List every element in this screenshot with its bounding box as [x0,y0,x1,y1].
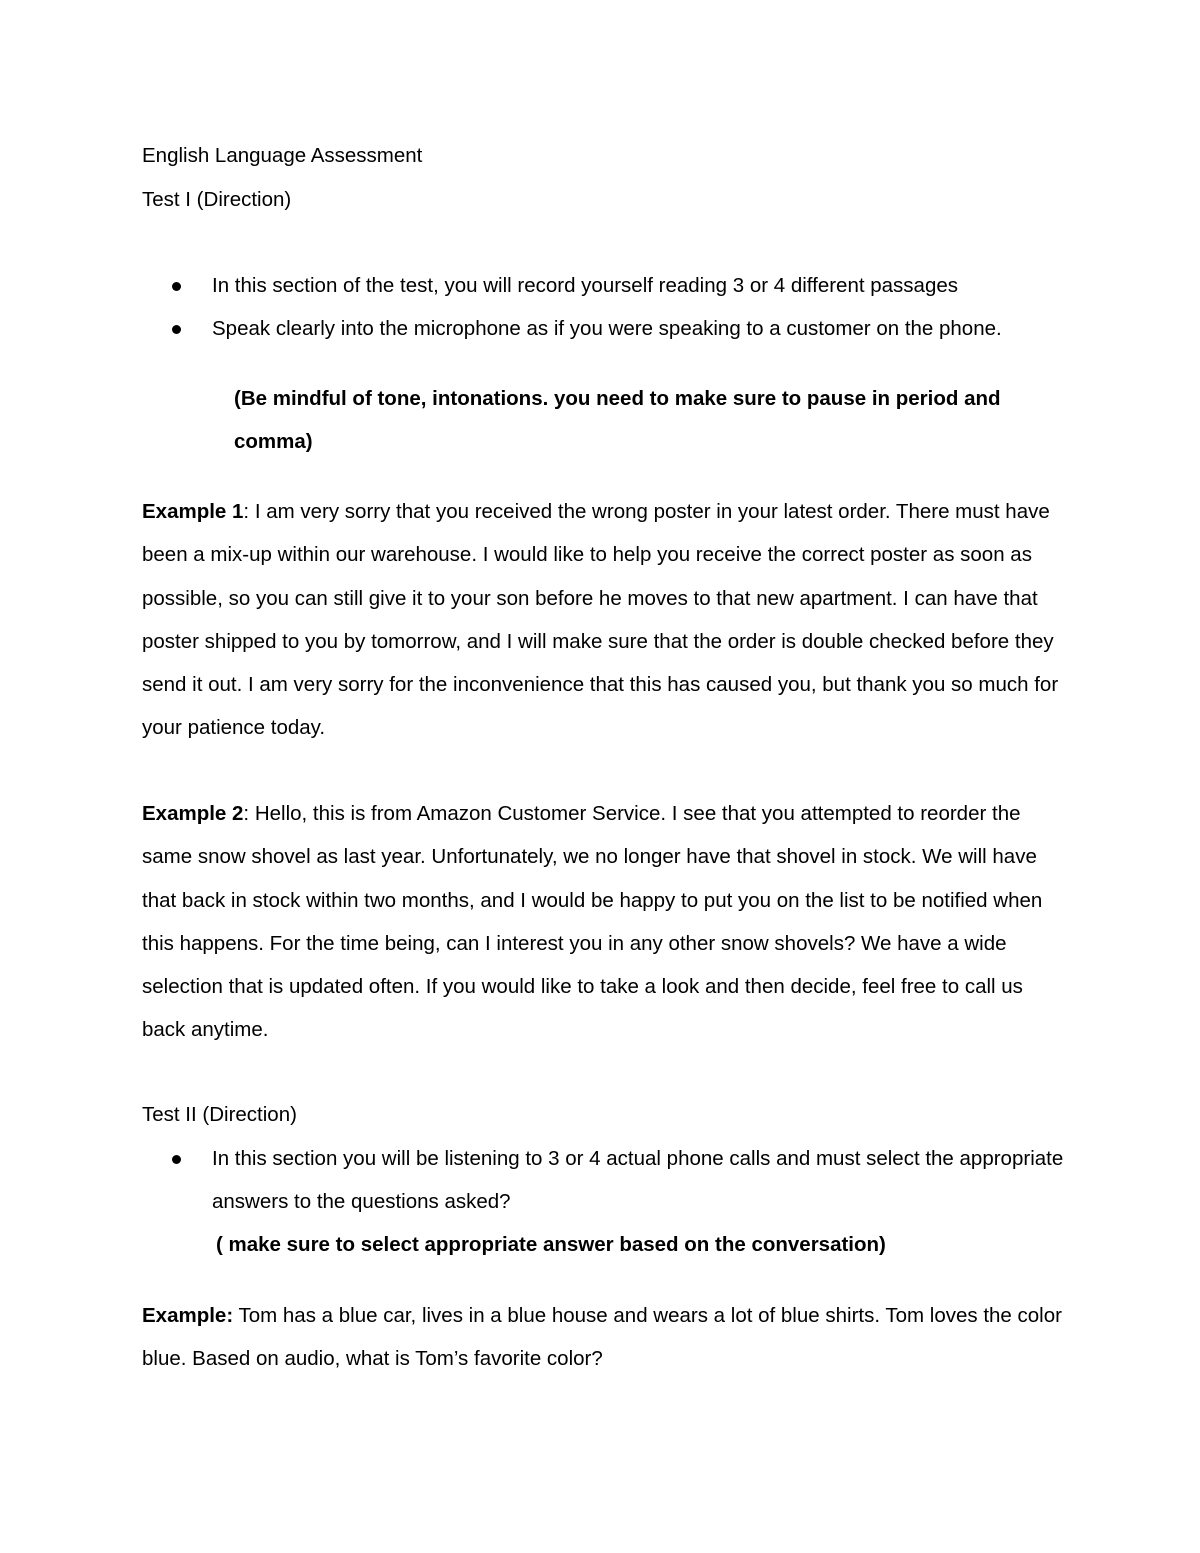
example-2-text: : Hello, this is from Amazon Customer Service. I see that you attempted to reorder the same snow shovel as last year. Unfortunately, we no longer have that shovel in stock. We will have that back in stock within two months, and I would be happy to put you on the list to be notified when this happens. For the time being, can I interest you in any other snow shovels? We have a wide selection that is updated often. If you would like to take a look and then decide, feel free to call us back anytime. [142,802,1043,1042]
test1-note: (Be mindful of tone, intonations. you need to make sure to pause in period and comma) [234,387,1001,454]
test2-example-label: Example: [142,1304,234,1327]
example-1-text: : I am very sorry that you received the wrong poster in your latest order. There must have been a mix-up within our warehouse. I would like to help you receive the correct poster as soon as possible, so you can still give it to your son before he moves to that new apartment. I can have that poster shipped to you by tomorrow, and I will make sure that the order is double checked before they send it out. I am very sorry for the inconvenience that this has caused you, but thank you so much for your patience today. [142,500,1059,740]
example-2-paragraph [142,792,1062,1052]
example-1-paragraph [142,490,1062,750]
test1-bullet-1-text: In this section of the test, you will record yourself reading 3 or 4 different passages [212,274,958,297]
example-1-label: Example 1 [142,500,244,523]
bullet-icon [172,282,181,291]
test2-bullet-text: In this section you will be listening to 3 or 4 actual phone calls and must select the appropriate answers to the questions asked? [212,1147,1064,1214]
test2-example-text: Tom has a blue car, lives in a blue house and wears a lot of blue shirts. Tom loves the color blue. Based on audio, what is Tom’s favorite color? [142,1304,1062,1371]
bullet-icon [172,325,181,334]
test1-bullet-2-text: Speak clearly into the microphone as if you were speaking to a customer on the phone. [212,317,1002,340]
test2-example-paragraph [142,1294,1062,1381]
document-title: English Language Assessment [142,144,423,167]
bullet-icon [172,1155,181,1164]
test2-heading: Test II (Direction) [142,1103,297,1126]
test1-heading: Test I (Direction) [142,188,292,211]
test2-note: ( make sure to select appropriate answer based on the conversation) [216,1233,886,1256]
example-2-label: Example 2 [142,802,244,825]
